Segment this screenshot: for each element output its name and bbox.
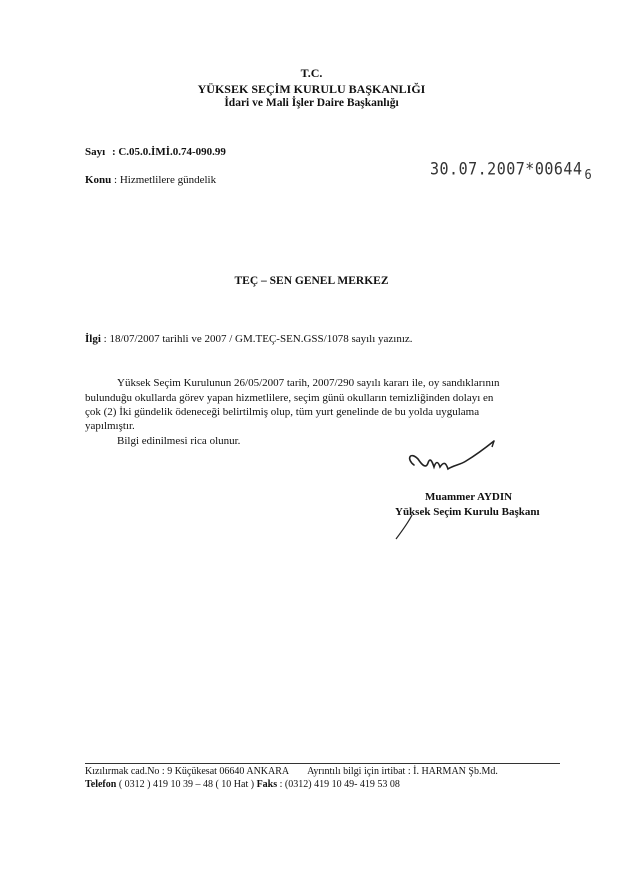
registry-stamp (430, 159, 593, 183)
konu-value: : Hizmetlilere gündelik (114, 174, 217, 186)
body-line-2: bulunduğu okullarda görev yapan hizmetlilere, seçim günü okulların temizliğinden dolayı en (85, 392, 494, 404)
recipient: TEÇ – SEN GENEL MERKEZ (234, 275, 389, 287)
telefon-label: Telefon (85, 779, 117, 790)
sayi-value: : C.05.0.İMİ.0.74-090.99 (111, 146, 226, 158)
sayi-label: Sayı (85, 146, 106, 158)
ilgi-label: İlgi (85, 333, 101, 345)
body-line-3: çok (2) İki gündelik ödeneceği belirtilmiş olup, tüm yurt genelinde de bu yolda uygulama (85, 406, 480, 418)
telefon-value: ( 0312 ) 419 10 39 – 48 ( 10 Hat ) (118, 779, 255, 790)
header-tc: T.C. (300, 66, 323, 80)
faks-value: : (0312) 419 10 49- 419 53 08 (279, 779, 400, 790)
ilgi-value: : 18/07/2007 tarihli ve 2007 / GM.TEÇ-SEN.GSS/1078 sayılı yazınız. (103, 333, 413, 345)
body-line-5: Bilgi edinilmesi rica olunur. (117, 435, 241, 447)
footer-address: Kızılırmak cad.No : 9 Küçükesat 06640 ANKARA (85, 766, 289, 777)
konu-row (85, 174, 216, 186)
footer-contact: Ayrıntılı bilgi için irtibat : İ. HARMAN Şb.Md. (307, 766, 498, 777)
body-line-1: Yüksek Seçim Kurulunun 26/05/2007 tarih, 2007/290 sayılı kararı ile, oy sandıklarının (117, 377, 500, 389)
body-line-4: yapılmıştır. (85, 420, 135, 432)
signatory-title: Yüksek Seçim Kurulu Başkanı (395, 506, 540, 518)
footer-line-2 (85, 779, 400, 790)
header-institution: YÜKSEK SEÇİM KURULU BAŞKANLIĞI (197, 82, 426, 96)
signatory-name: Muammer AYDIN (425, 491, 513, 503)
registry-stamp-text: 30.07.2007*00644 (430, 159, 583, 179)
konu-label: Konu (85, 174, 112, 186)
faks-label: Faks (256, 779, 278, 790)
sayi-row (85, 146, 226, 158)
footer-line-1 (85, 766, 498, 777)
header-department: İdari ve Mali İşler Daire Başkanlığı (224, 97, 399, 109)
signature-image (400, 425, 530, 495)
registry-stamp-suffix: 6 (584, 166, 593, 183)
footer-divider (85, 763, 560, 764)
ilgi-row (85, 333, 413, 345)
